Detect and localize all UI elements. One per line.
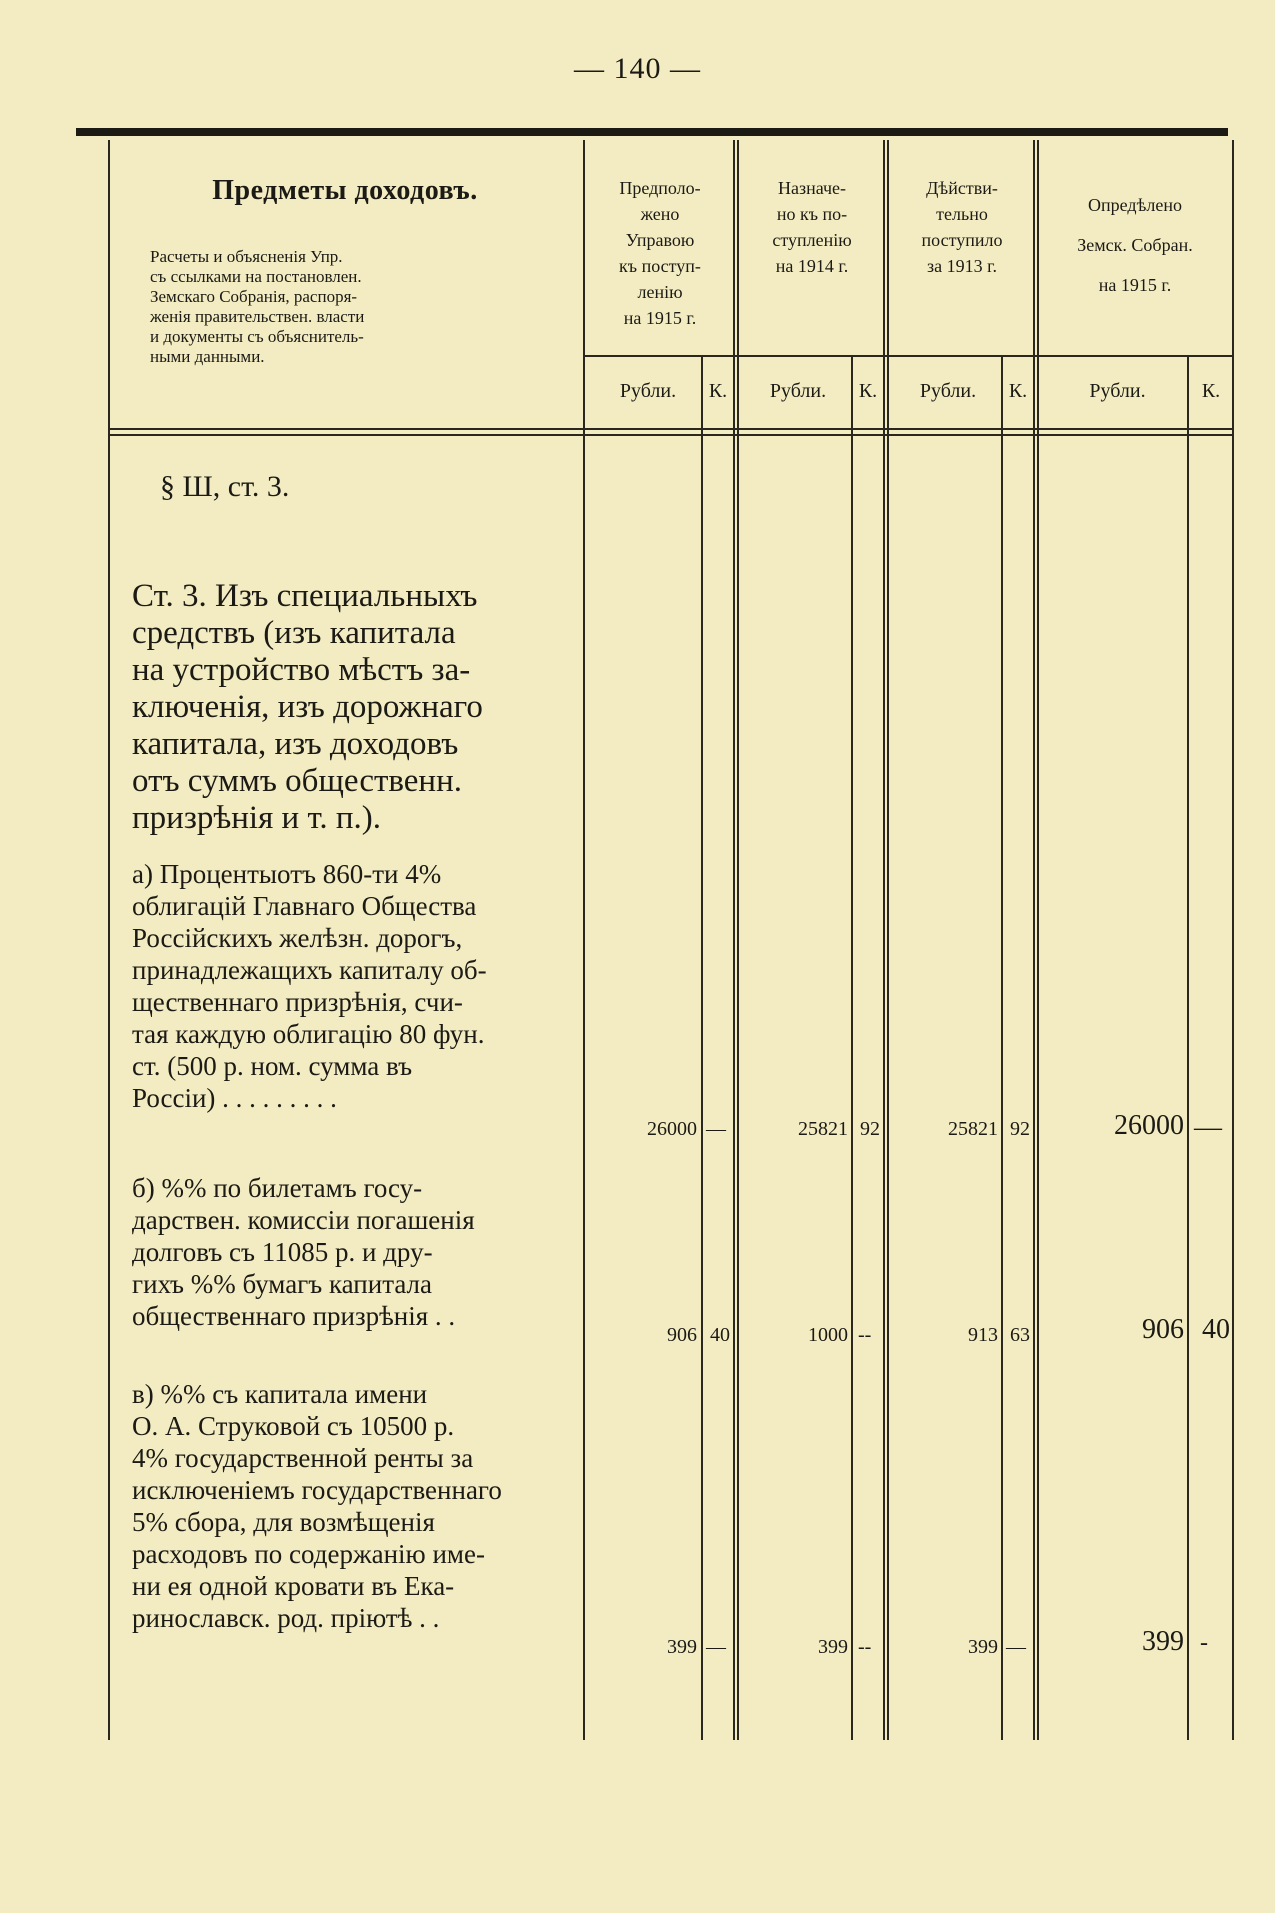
row-b-text: б) %% по билетамъ госу- дарствен. комиссіи погашенія долговъ съ 11085 р. и дру- гихъ %% бумагъ капитала общественнаго призрѣнія . . bbox=[132, 1173, 475, 1331]
column-divider bbox=[583, 140, 585, 1740]
unit-kopecks: К. bbox=[1201, 380, 1221, 402]
column-description: Расчеты и объясненія Упр. съ ссылками на постановлен. Земскаго Собранія, распоря- женія правительствен. власти и документы съ объяснитель- ными данными. bbox=[150, 247, 365, 366]
column-divider bbox=[1037, 140, 1039, 1740]
row-b-col4-kop: 40 bbox=[1202, 1314, 1230, 1345]
row-a-text: а) Процентыотъ 860-ти 4% облигацій Главнаго Общества Россійскихъ желѣзн. дорогъ, принадлежащихъ капиталу об- щественнаго призрѣнія, счи- тая каждую облигацію 80 фун. ст. (500 р. ном. сумма въ Россіи) . . . . . . . . . bbox=[132, 859, 487, 1113]
row-a-col1-kop: — bbox=[706, 1118, 726, 1140]
row-a-col2-rub: 25821 bbox=[798, 1118, 848, 1140]
row-a-col3-rub: 25821 bbox=[948, 1118, 998, 1140]
header-bottom-rule bbox=[108, 428, 1232, 430]
column-divider bbox=[883, 140, 885, 1740]
unit-rubles: Рубли. bbox=[619, 380, 677, 402]
column-divider bbox=[733, 140, 735, 1740]
row-b-col2-rub: 1000 bbox=[808, 1324, 848, 1346]
top-rule bbox=[76, 128, 1228, 136]
row-c-col4-rub: 399 bbox=[1142, 1626, 1184, 1657]
header-col-assigned-1914: Назначе- но къ по- ступленію на 1914 г. bbox=[772, 178, 852, 276]
header-col-actual-1913: Дѣйстви- тельно поступило за 1913 г. bbox=[921, 178, 1003, 276]
unit-rubles: Рубли. bbox=[1089, 380, 1146, 402]
row-a-col1-rub: 26000 bbox=[647, 1118, 697, 1140]
table-right-border bbox=[1232, 140, 1234, 1740]
row-a-col2-kop: 92 bbox=[860, 1118, 880, 1140]
column-divider bbox=[737, 140, 739, 1740]
row-b-col4-rub: 906 bbox=[1142, 1314, 1184, 1345]
row-a-col3-kop: 92 bbox=[1010, 1118, 1030, 1140]
header-col-decided-1915: Опредѣлено Земск. Собран. на 1915 г. bbox=[1077, 195, 1193, 295]
kopeck-divider bbox=[1187, 355, 1189, 1740]
unit-kopecks: К. bbox=[858, 380, 878, 402]
unit-rubles: Рубли. bbox=[919, 380, 977, 402]
page-number: — 140 — bbox=[574, 52, 701, 85]
section-title: § Ш, ст. 3. bbox=[160, 470, 290, 503]
header-subrule bbox=[583, 355, 1232, 357]
row-c-text: в) %% съ капитала имени О. А. Струковой съ 10500 р. 4% государственной ренты за исключеніемъ государственнаго 5% сбора, для возмѣщенія расходовъ по содержанію име- ни ея одной кровати въ Ека- ринославск. род. пріютѣ . . bbox=[132, 1379, 502, 1633]
row-b-col2-kop: -- bbox=[858, 1324, 872, 1346]
table-left-border bbox=[108, 140, 110, 1740]
kopeck-divider bbox=[851, 355, 853, 1740]
row-c-col1-kop: — bbox=[706, 1636, 726, 1658]
row-c-col2-rub: 399 bbox=[818, 1636, 848, 1658]
row-b-col1-kop: 40 bbox=[710, 1324, 730, 1346]
row-c-col4-kop: - bbox=[1200, 1630, 1208, 1656]
row-a-col4-rub: 26000 bbox=[1114, 1110, 1184, 1141]
row-c-col2-kop: -- bbox=[858, 1636, 872, 1658]
row-b-col3-kop: 63 bbox=[1010, 1324, 1030, 1346]
header-bottom-rule bbox=[108, 434, 1232, 436]
column-divider bbox=[887, 140, 889, 1740]
row-c-col3-kop: — bbox=[1006, 1636, 1026, 1658]
kopeck-divider bbox=[1001, 355, 1003, 1740]
header-col-proposed-1915: Предполо- жено Управою къ поступ- ленію на 1915 г. bbox=[619, 178, 701, 328]
unit-kopecks: К. bbox=[708, 380, 728, 402]
row-b-col3-rub: 913 bbox=[968, 1324, 998, 1346]
kopeck-divider bbox=[701, 355, 703, 1740]
row-b-col1-rub: 906 bbox=[667, 1324, 697, 1346]
unit-kopecks: К. bbox=[1008, 380, 1028, 402]
row-a-col4-kop: — bbox=[1194, 1112, 1222, 1143]
row-c-col1-rub: 399 bbox=[667, 1636, 697, 1658]
unit-rubles: Рубли. bbox=[769, 380, 827, 402]
item-intro: Ст. 3. Изъ специальныхъ средствъ (изъ капитала на устройство мѣстъ за- ключенія, изъ дорожнаго капитала, изъ доходовъ отъ суммъ общественн. призрѣнія и т. п.). bbox=[132, 578, 483, 836]
row-c-col3-rub: 399 bbox=[968, 1636, 998, 1658]
column-title: Предметы доходовъ. bbox=[212, 175, 478, 206]
column-divider bbox=[1033, 140, 1035, 1740]
